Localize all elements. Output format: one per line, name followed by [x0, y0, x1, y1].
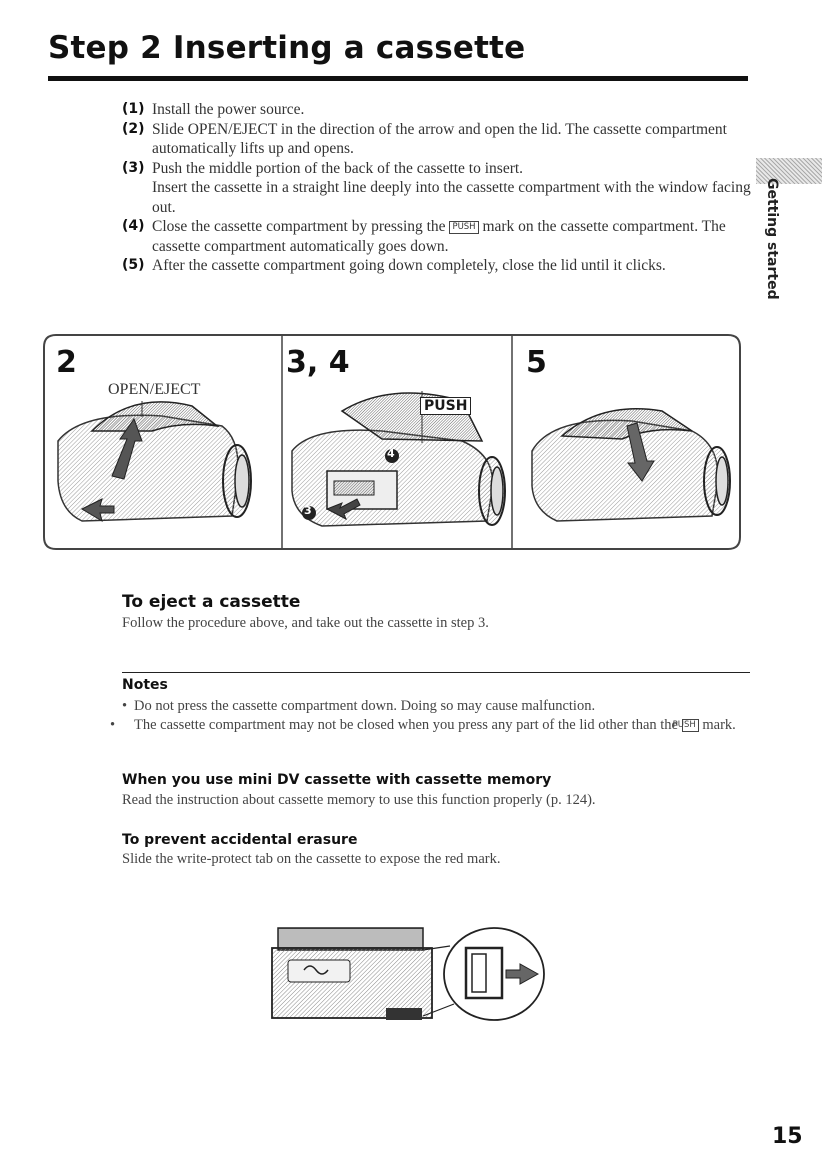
- callout-3: 3: [304, 504, 312, 517]
- cassette-write-protect-illustration: [268, 920, 558, 1040]
- camcorder-close-lid-illustration: [532, 409, 730, 521]
- notes-heading: Notes: [122, 677, 168, 693]
- panel-number-3-4: 3, 4: [286, 345, 350, 380]
- callout-4: 4: [387, 447, 395, 460]
- cassette-memory-heading: When you use mini DV cassette with cassette memory: [122, 772, 552, 788]
- open-eject-label: OPEN/EJECT: [108, 381, 201, 398]
- notes-rule: [122, 672, 750, 673]
- step-number: (2): [122, 120, 145, 137]
- step-2: [122, 120, 762, 159]
- title-rule: [48, 76, 748, 81]
- step-text: Install the power source.: [152, 101, 305, 118]
- step-5: [122, 256, 762, 276]
- push-mark-icon: PUSH: [682, 719, 699, 732]
- erasure-text: Slide the write-protect tab on the cassette to expose the red mark.: [122, 851, 501, 867]
- page-number: 15: [772, 1124, 803, 1149]
- panel-number-2: 2: [56, 345, 77, 380]
- cassette-illustration: [268, 920, 558, 1035]
- section-tab-text: Getting started: [764, 178, 780, 300]
- camcorder-open-eject-illustration: [58, 401, 251, 521]
- step-number: (5): [122, 257, 145, 273]
- steps-list: [122, 100, 762, 276]
- note-text: The cassette compartment may not be closed when you press any part of the lid other than the: [134, 717, 678, 733]
- note-item-2: [110, 716, 752, 734]
- bullet: •: [122, 698, 128, 714]
- step-number: (1): [122, 101, 145, 117]
- step-number: (4): [122, 218, 145, 234]
- page-title: Step 2 Inserting a cassette: [48, 30, 526, 66]
- step-4: [122, 217, 762, 256]
- eject-heading: To eject a cassette: [122, 592, 301, 612]
- note-text-cont: mark.: [702, 717, 736, 733]
- panel-number-5: 5: [526, 345, 547, 380]
- step-number: (3): [122, 159, 145, 176]
- erasure-heading: To prevent accidental erasure: [122, 832, 358, 848]
- cassette-memory-text: Read the instruction about cassette memory to use this function properly (p. 124).: [122, 792, 596, 808]
- step-text: Push the middle portion of the back of the cassette to insert.: [152, 159, 524, 177]
- step-text: Slide OPEN/EJECT in the direction of the arrow and open the lid. The cassette compartment automatically lifts up and opens.: [152, 120, 727, 157]
- cassette-insertion-figure: [42, 331, 742, 551]
- note-item-1: [122, 697, 752, 715]
- push-label: PUSH: [420, 397, 471, 415]
- camcorder-insert-cassette-illustration: [292, 391, 505, 526]
- step-text-cont: mark on the cassette compartment. The cassette compartment automatically goes down.: [152, 218, 726, 255]
- figure-illustration: [42, 331, 742, 551]
- note-text: Do not press the cassette compartment down. Doing so may cause malfunction.: [134, 698, 596, 714]
- step-text: After the cassette compartment going down completely, close the lid until it clicks.: [152, 257, 666, 274]
- section-tab-label: [760, 178, 784, 300]
- step-text-detail: Insert the cassette in a straight line deeply into the cassette compartment with the window facing out.: [152, 179, 751, 216]
- step-1: [122, 100, 762, 120]
- bullet: •: [110, 717, 116, 733]
- step-text: Close the cassette compartment by pressing the: [152, 218, 446, 235]
- eject-text: Follow the procedure above, and take out the cassette in step 3.: [122, 615, 489, 631]
- push-mark-icon: PUSH: [449, 221, 478, 234]
- step-3: [122, 159, 762, 218]
